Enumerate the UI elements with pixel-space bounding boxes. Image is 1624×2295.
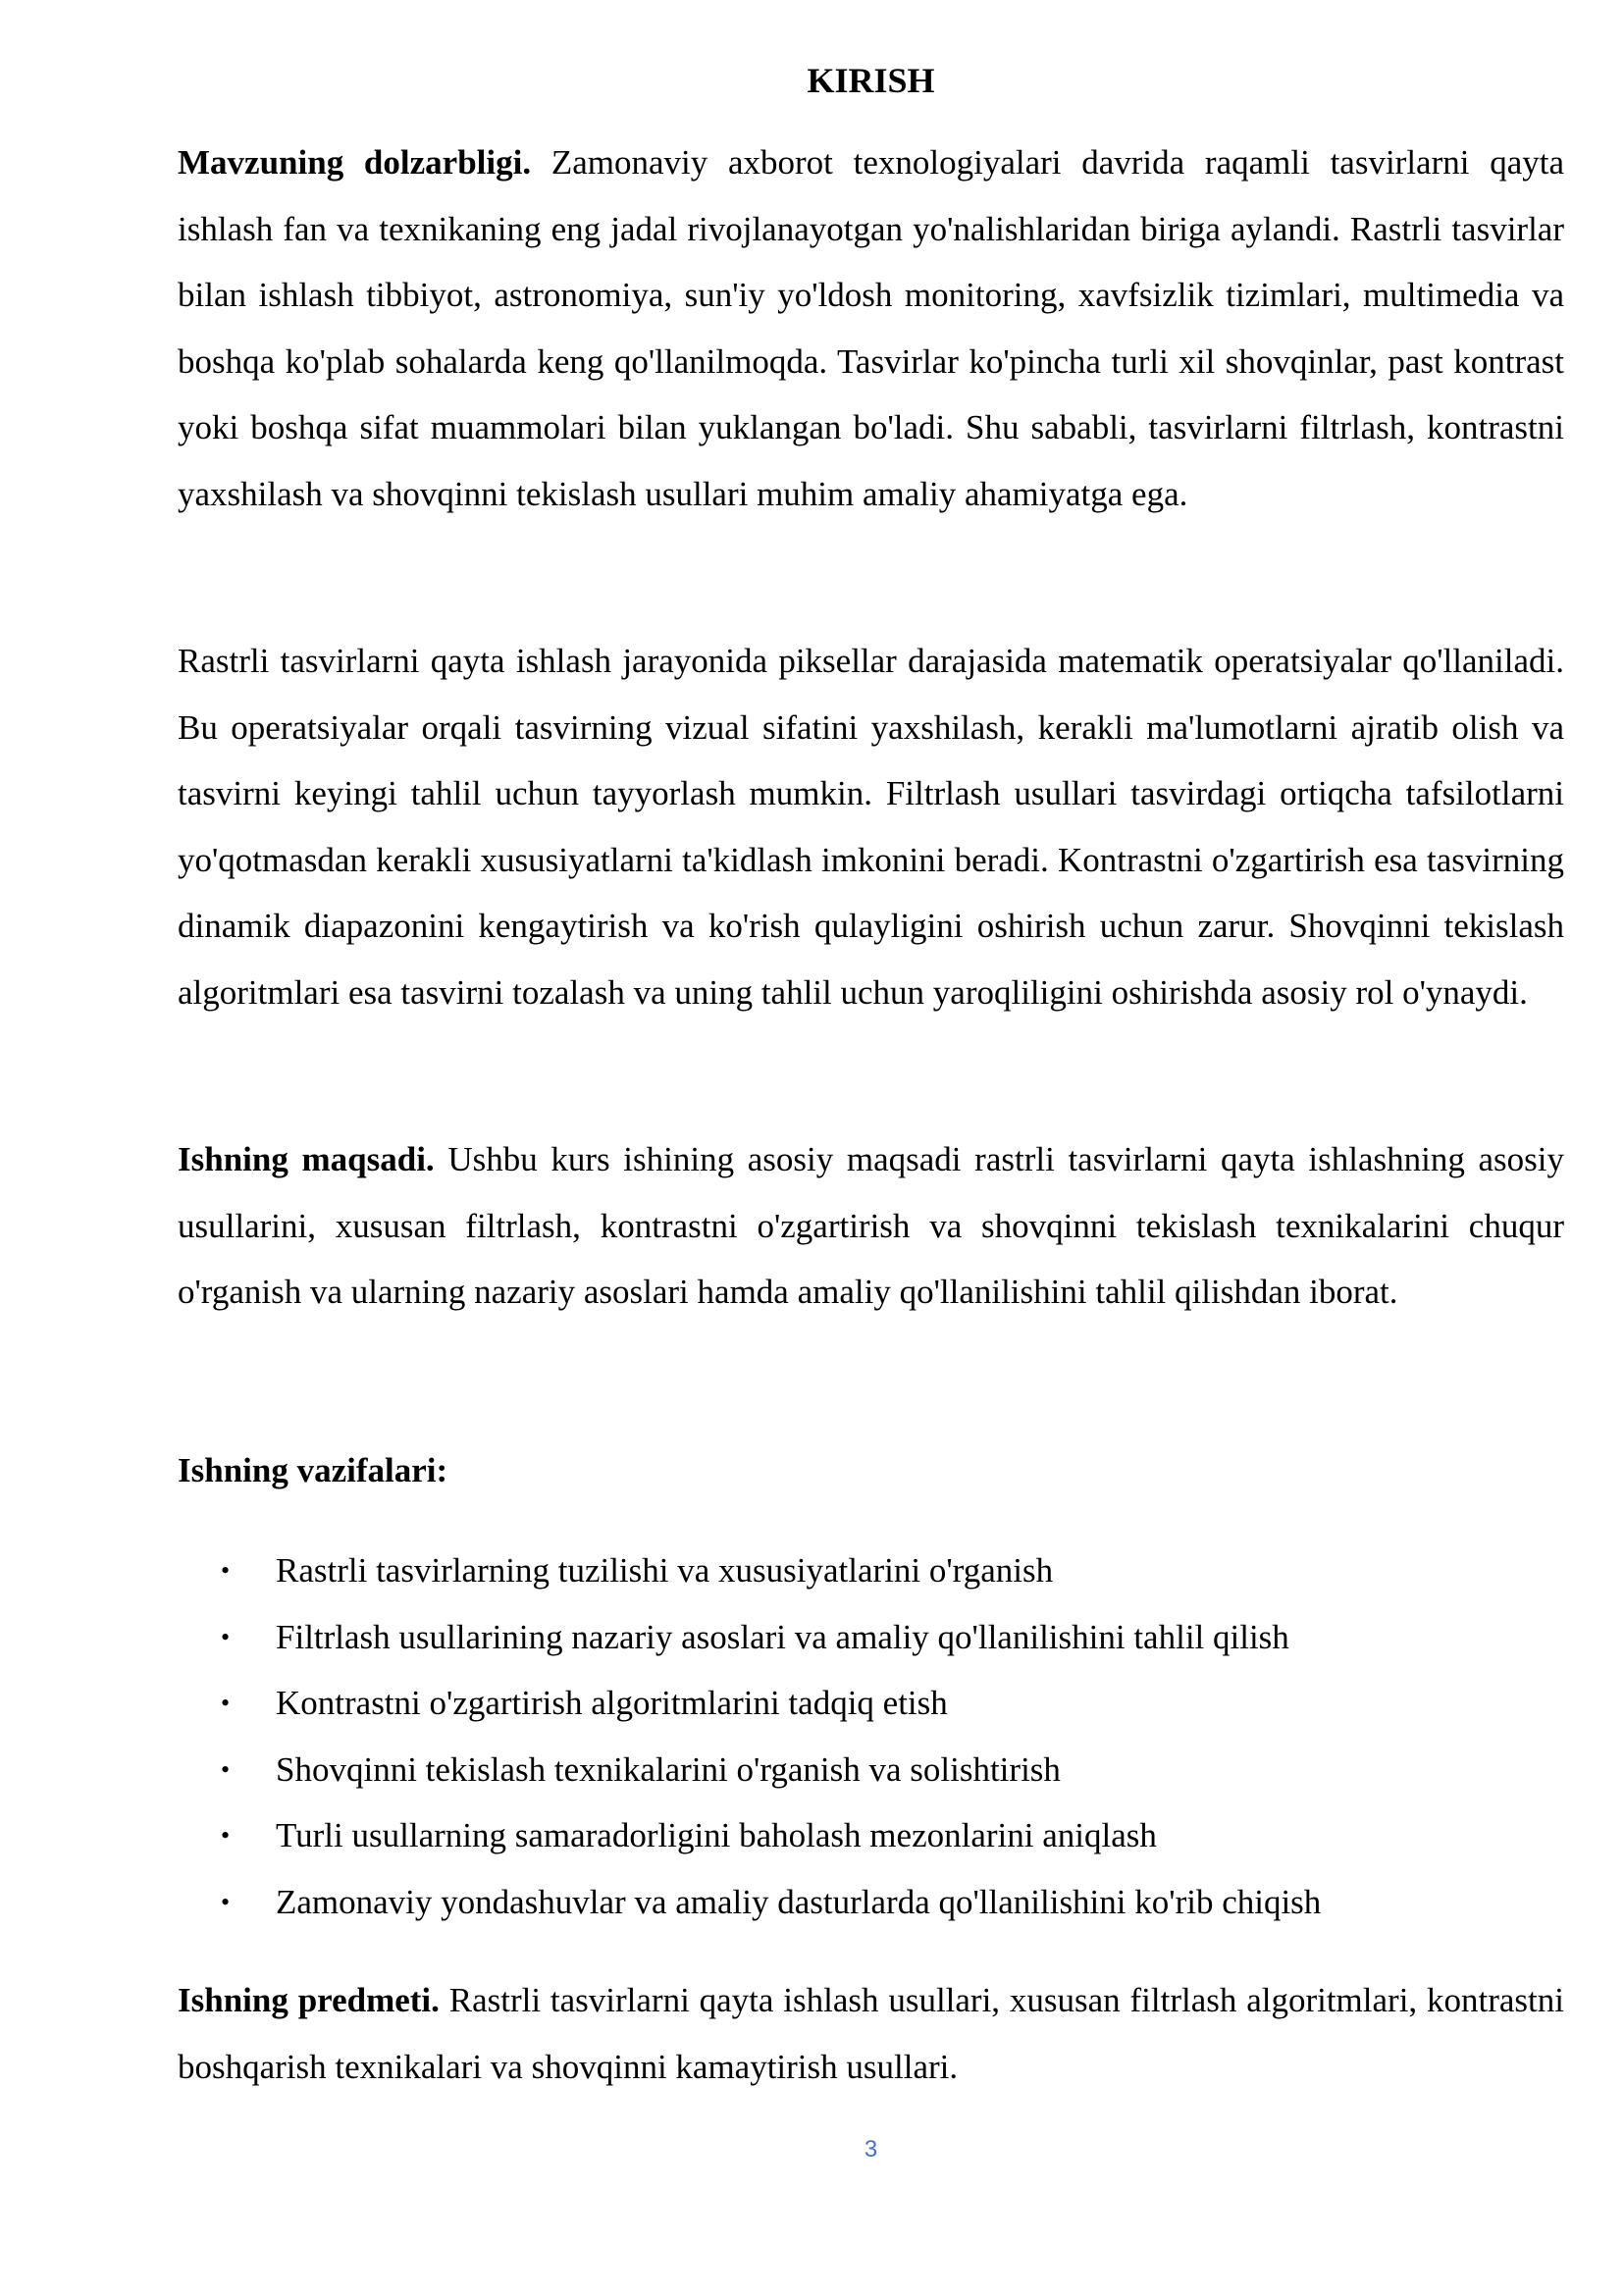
page-title: KIRISH	[807, 61, 935, 100]
task-text: Turli usullarning samaradorligini baholash mezonlarini aniqlash	[276, 1816, 1157, 1854]
document-page	[178, 0, 1564, 2295]
task-text: Filtrlash usullarining nazariy asoslari va amaliy qo'llanilishini tahlil qilish	[276, 1617, 1289, 1656]
subject-paragraph	[178, 1967, 1564, 2100]
list-item	[178, 1869, 1564, 1936]
task-text: Kontrastni o'zgartirish algoritmlarini tadqiq etish	[276, 1684, 948, 1722]
bullet-icon: •	[221, 1754, 231, 1784]
bullet-icon: •	[221, 1556, 231, 1585]
task-text: Shovqinni tekislash texnikalarini o'rganish va solishtirish	[276, 1749, 1061, 1789]
relevance-lead: Mavzuning dolzarbligi.	[178, 143, 532, 182]
list-item	[178, 1802, 1564, 1869]
processing-text: Rastrli tasvirlarni qayta ishlash jarayonida piksellar darajasida matematik operatsiyalar qo'llaniladi. Bu operatsiyalar orqali tasvirning vizual sifatini yaxshilash, kerakli ma'lumotlarni ajratib olish va tasvirni keyingi tahlil uchun tayyorlash mumkin. Filtrlash usullari tasvirdagi ortiqcha tafsilotlarni yo'qotmasdan kerakli xususiyatlarni ta'kidlash imkonini beradi. Kontrastni o'zgartirish esa tasvirning dinamik diapazonini kengaytirish va ko'rish qulayligini oshirish uchun zarur. Shovqinni tekislash algoritmlari esa tasvirni tozalash va uning tahlil uchun yaroqliligini oshirishda asosiy rol o'ynaydi.	[178, 642, 1564, 1012]
list-item	[178, 1604, 1564, 1671]
subject-text: Rastrli tasvirlarni qayta ishlash usullari, xususan filtrlash algoritmlari, kontrastni boshqarish texnikalari va shovqinni kamaytirish usullari.	[178, 1981, 1564, 2086]
relevance-paragraph	[178, 130, 1564, 527]
subject-lead: Ishning predmeti.	[178, 1981, 440, 2019]
bullet-icon: •	[221, 1622, 231, 1651]
goal-text: Ushbu kurs ishining asosiy maqsadi rastrli tasvirlarni qayta ishlashning asosiy usullarini, xususan filtrlash, kontrastni o'zgartirish va shovqinni tekislash texnikalarini chuqur o'rganish va ularning nazariy asoslari hamda amaliy qo'llanilishini tahlil qilishdan iborat.	[178, 1140, 1565, 1311]
relevance-text: Zamonaviy axborot texnologiyalari davrida raqamli tasvirlarni qayta ishlash fan va texnikaning eng jadal rivojlanayotgan yo'nalishlaridan biriga aylandi. Rastrli tasvirlar bilan ishlash tibbiyot, astronomiya, sun'iy yo'ldosh monitoring, xavfsizlik tizimlari, multimedia va boshqa ko'plab sohalarda keng qo'llanilmoqda. Tasvirlar ko'pincha turli xil shovqinlar, past kontrast yoki boshqa sifat muammolari bilan yuklangan bo'ladi. Shu sababli, tasvirlarni filtrlash, kontrastni yaxshilash va shovqinni tekislash usullari muhim amaliy ahamiyatga ega.	[178, 143, 1564, 513]
goal-paragraph	[178, 1126, 1564, 1326]
list-item	[178, 1670, 1564, 1737]
task-text: Zamonaviy yondashuvlar va amaliy dasturlarda qo'llanilishini ko'rib chiqish	[276, 1882, 1322, 1921]
bullet-icon: •	[221, 1821, 231, 1850]
task-text: Rastrli tasvirlarning tuzilishi va xususiyatlarini o'rganish	[276, 1551, 1054, 1590]
list-item	[178, 1737, 1564, 1803]
processing-paragraph	[178, 628, 1564, 1025]
page-number: 3	[864, 2136, 878, 2163]
goal-lead: Ishning maqsadi.	[178, 1140, 435, 1178]
tasks-heading: Ishning vazifalari:	[178, 1451, 448, 1489]
bullet-icon: •	[221, 1689, 231, 1717]
tasks-list	[178, 1538, 1564, 1935]
list-item	[178, 1538, 1564, 1604]
bullet-icon: •	[221, 1887, 231, 1916]
